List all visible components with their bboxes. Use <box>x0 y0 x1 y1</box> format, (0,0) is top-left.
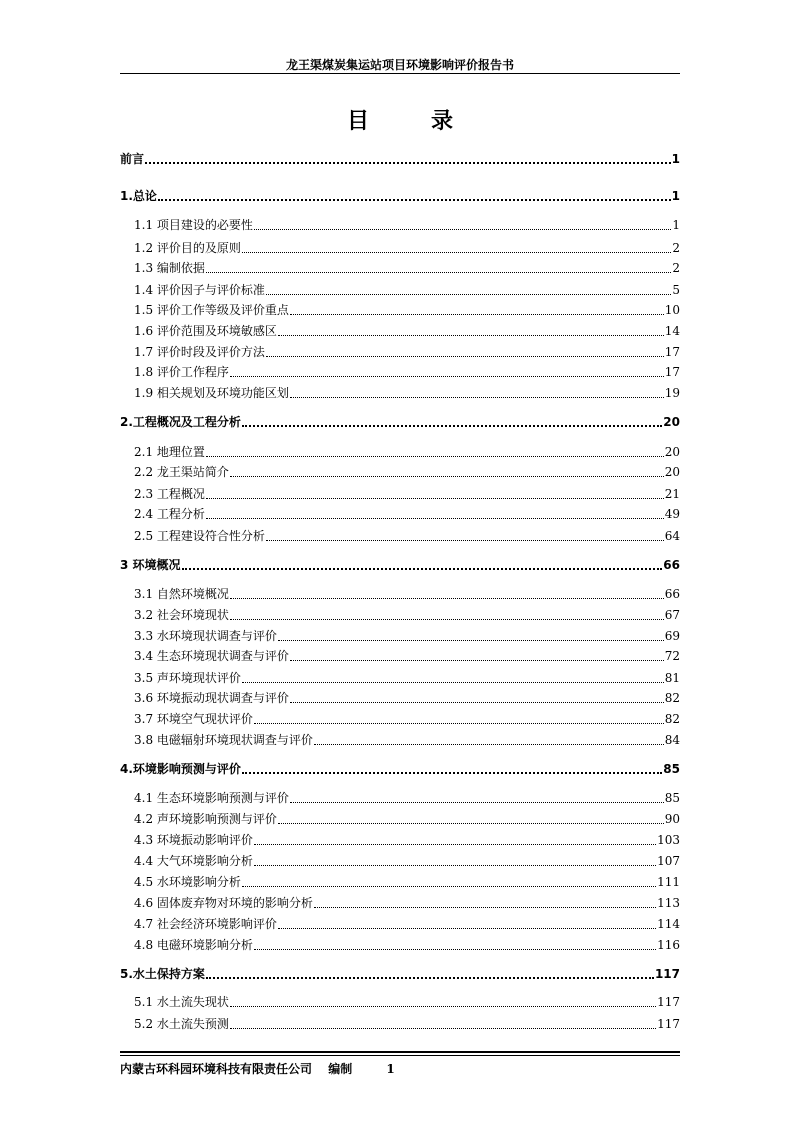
toc-entry-title: 4.3 环境振动影响评价 <box>134 833 253 847</box>
toc-entry-title: 1.3 编制依据 <box>134 261 205 275</box>
toc-section-entry[interactable] <box>134 585 680 602</box>
toc-dot-leader <box>158 199 671 201</box>
toc-dot-leader <box>242 886 656 887</box>
toc-page-number: 103 <box>657 833 680 847</box>
footer-rule-thick <box>120 1051 680 1053</box>
toc-page-number: 19 <box>664 386 680 400</box>
toc-section-entry[interactable] <box>134 505 680 522</box>
toc-section-entry[interactable] <box>134 322 680 339</box>
toc-page-number: 85 <box>663 762 680 776</box>
toc-dot-leader <box>242 682 664 683</box>
toc-page-number: 5 <box>672 283 680 297</box>
toc-dot-leader <box>278 640 664 641</box>
toc-entry-title: 3.1 自然环境概况 <box>134 587 229 601</box>
toc-dot-leader <box>230 1028 656 1029</box>
toc-section-entry[interactable] <box>134 789 680 806</box>
toc-dot-leader <box>314 907 656 908</box>
toc-page-number: 66 <box>663 558 680 572</box>
toc-entry-title: 1.总论 <box>120 189 157 203</box>
toc-page-number: 82 <box>664 691 680 705</box>
toc-page-number: 17 <box>664 345 680 359</box>
toc-entry-title: 4.4 大气环境影响分析 <box>134 854 253 868</box>
toc-entry-title: 前言 <box>120 152 145 166</box>
toc-section-entry[interactable] <box>134 810 680 827</box>
toc-section-entry[interactable] <box>134 301 680 318</box>
toc-page-number: 117 <box>654 967 680 981</box>
toc-section-entry[interactable] <box>134 894 680 911</box>
toc-dot-leader <box>254 229 671 230</box>
toc-page-number: 117 <box>657 1017 680 1031</box>
toc-chapter-entry[interactable] <box>120 413 680 430</box>
toc-entry-title: 5.2 水土流失预测 <box>134 1017 229 1031</box>
toc-dot-leader <box>230 619 664 620</box>
toc-dot-leader <box>230 598 664 599</box>
toc-page-number: 67 <box>664 608 680 622</box>
toc-section-entry[interactable] <box>134 669 680 686</box>
toc-dot-leader <box>206 456 664 457</box>
toc-chapter-entry[interactable] <box>120 187 680 204</box>
toc-page-number: 20 <box>664 465 680 479</box>
footer-page-number: 1 <box>386 1062 395 1076</box>
footer-rule-thin <box>120 1055 680 1056</box>
toc-page-number: 90 <box>664 812 680 826</box>
toc-section-entry[interactable] <box>134 363 680 380</box>
toc-dot-leader <box>206 518 664 519</box>
toc-entry-title: 1.7 评价时段及评价方法 <box>134 345 265 359</box>
toc-section-entry[interactable] <box>134 852 680 869</box>
toc-dot-leader <box>254 844 656 845</box>
toc-entry-title: 4.5 水环境影响分析 <box>134 875 241 889</box>
toc-dot-leader <box>242 425 662 427</box>
toc-dot-leader <box>314 744 664 745</box>
toc-dot-leader <box>290 802 664 803</box>
toc-entry-title: 4.8 电磁环境影响分析 <box>134 938 253 952</box>
toc-page-number: 107 <box>657 854 680 868</box>
toc-section-entry[interactable] <box>134 647 680 664</box>
toc-entry-title: 1.2 评价目的及原则 <box>134 241 241 255</box>
toc-page-number: 2 <box>672 261 680 275</box>
toc-page-number: 117 <box>657 995 680 1009</box>
toc-dot-leader <box>230 376 664 377</box>
toc-chapter-entry[interactable] <box>120 150 680 167</box>
header-rule <box>120 73 680 74</box>
toc-section-entry[interactable] <box>134 710 680 727</box>
toc-section-entry[interactable] <box>134 463 680 480</box>
toc-section-entry[interactable] <box>134 606 680 623</box>
toc-section-entry[interactable] <box>134 384 680 401</box>
toc-section-entry[interactable] <box>134 239 680 256</box>
toc-dot-leader <box>290 314 664 315</box>
toc-section-entry[interactable] <box>134 831 680 848</box>
toc-page-number: 69 <box>664 629 680 643</box>
toc-entry-title: 4.2 声环境影响预测与评价 <box>134 812 277 826</box>
toc-section-entry[interactable] <box>134 1015 680 1032</box>
toc-entry-title: 1.6 评价范围及环境敏感区 <box>134 324 277 338</box>
toc-page-number: 2 <box>672 241 680 255</box>
toc-entry-title: 1.1 项目建设的必要性 <box>134 218 253 232</box>
toc-dot-leader <box>266 540 664 541</box>
toc-entry-title: 2.2 龙王渠站简介 <box>134 465 229 479</box>
toc-entry-title: 5.水土保持方案 <box>120 967 205 981</box>
toc-dot-leader <box>145 162 671 164</box>
toc-entry-title: 3.6 环境振动现状调查与评价 <box>134 691 289 705</box>
toc-entry-title: 3.8 电磁辐射环境现状调查与评价 <box>134 733 313 747</box>
toc-entry-title: 2.4 工程分析 <box>134 507 205 521</box>
toc-dot-leader <box>242 772 662 774</box>
toc-section-entry[interactable] <box>134 216 680 233</box>
toc-dot-leader <box>290 660 664 661</box>
toc-dot-leader <box>278 823 664 824</box>
toc-section-entry[interactable] <box>134 259 680 276</box>
toc-page-number: 114 <box>657 917 680 931</box>
toc-section-entry[interactable] <box>134 281 680 298</box>
toc-chapter-entry[interactable] <box>120 965 680 982</box>
toc-chapter-entry[interactable] <box>120 760 680 777</box>
toc-entry-title: 2.3 工程概况 <box>134 487 205 501</box>
toc-section-entry[interactable] <box>134 915 680 932</box>
toc-entry-title: 3 环境概况 <box>120 558 181 572</box>
toc-section-entry[interactable] <box>134 443 680 460</box>
toc-page-number: 20 <box>664 445 680 459</box>
toc-dot-leader <box>206 498 664 499</box>
toc-dot-leader <box>266 294 671 295</box>
toc-dot-leader <box>290 702 664 703</box>
toc-page-number: 1 <box>671 152 680 166</box>
toc-dot-leader <box>206 272 671 273</box>
toc-entry-title: 4.1 生态环境影响预测与评价 <box>134 791 289 805</box>
toc-page-number: 1 <box>671 189 680 203</box>
toc-entry-title: 4.7 社会经济环境影响评价 <box>134 917 277 931</box>
toc-page-number: 81 <box>664 671 680 685</box>
toc-dot-leader <box>278 928 656 929</box>
toc-section-entry[interactable] <box>134 485 680 502</box>
toc-page-number: 1 <box>672 218 680 232</box>
toc-page-number: 66 <box>664 587 680 601</box>
toc-chapter-entry[interactable] <box>120 556 680 573</box>
toc-entry-title: 2.5 工程建设符合性分析 <box>134 529 265 543</box>
toc-page-number: 111 <box>657 875 680 889</box>
toc-entry-title: 1.9 相关规划及环境功能区划 <box>134 386 289 400</box>
toc-page-number: 72 <box>664 649 680 663</box>
toc-section-entry[interactable] <box>134 873 680 890</box>
toc-page-number: 85 <box>664 791 680 805</box>
toc-page-number: 49 <box>664 507 680 521</box>
toc-entry-title: 2.工程概况及工程分析 <box>120 415 241 429</box>
toc-entry-title: 1.5 评价工作等级及评价重点 <box>134 303 289 317</box>
toc-dot-leader <box>206 977 654 979</box>
toc-section-entry[interactable] <box>134 993 680 1010</box>
toc-page-number: 21 <box>664 487 680 501</box>
toc-entry-title: 3.2 社会环境现状 <box>134 608 229 622</box>
page-footer <box>120 1060 395 1077</box>
toc-entry-title: 1.8 评价工作程序 <box>134 365 229 379</box>
toc-section-entry[interactable] <box>134 527 680 544</box>
footer-edit-label: 编制 <box>328 1062 353 1076</box>
toc-entry-title: 3.5 声环境现状评价 <box>134 671 241 685</box>
toc-dot-leader <box>182 568 663 570</box>
toc-page-number: 10 <box>664 303 680 317</box>
toc-dot-leader <box>254 949 656 950</box>
toc-page-number: 116 <box>657 938 680 952</box>
running-header-title: 龙王渠煤炭集运站项目环境影响评价报告书 <box>285 58 514 72</box>
toc-dot-leader <box>254 723 664 724</box>
toc-dot-leader <box>278 335 664 336</box>
toc-entry-title: 3.3 水环境现状调查与评价 <box>134 629 277 643</box>
toc-dot-leader <box>230 1006 656 1007</box>
toc-page-number: 20 <box>663 415 680 429</box>
toc-entry-title: 2.1 地理位置 <box>134 445 205 459</box>
footer-company: 内蒙古环科园环境科技有限责任公司 <box>120 1062 313 1076</box>
toc-section-entry[interactable] <box>134 936 680 953</box>
toc-section-entry[interactable] <box>134 689 680 706</box>
toc-dot-leader <box>230 476 664 477</box>
toc-page-number: 113 <box>657 896 680 910</box>
toc-entry-title: 4.6 固体废弃物对环境的影响分析 <box>134 896 313 910</box>
toc-section-entry[interactable] <box>134 343 680 360</box>
toc-entry-title: 3.4 生态环境现状调查与评价 <box>134 649 289 663</box>
toc-page-number: 17 <box>664 365 680 379</box>
toc-title: 目录 <box>346 109 515 134</box>
toc-section-entry[interactable] <box>134 627 680 644</box>
toc-entry-title: 5.1 水土流失现状 <box>134 995 229 1009</box>
toc-entry-title: 4.环境影响预测与评价 <box>120 762 241 776</box>
toc-page-number: 82 <box>664 712 680 726</box>
toc-page-number: 84 <box>664 733 680 747</box>
toc-page-number: 14 <box>664 324 680 338</box>
toc-entry-title: 1.4 评价因子与评价标准 <box>134 283 265 297</box>
toc-dot-leader <box>266 356 664 357</box>
toc-dot-leader <box>290 397 664 398</box>
toc-dot-leader <box>254 865 656 866</box>
toc-section-entry[interactable] <box>134 731 680 748</box>
toc-dot-leader <box>242 252 671 253</box>
toc-entry-title: 3.7 环境空气现状评价 <box>134 712 253 726</box>
toc-page-number: 64 <box>664 529 680 543</box>
